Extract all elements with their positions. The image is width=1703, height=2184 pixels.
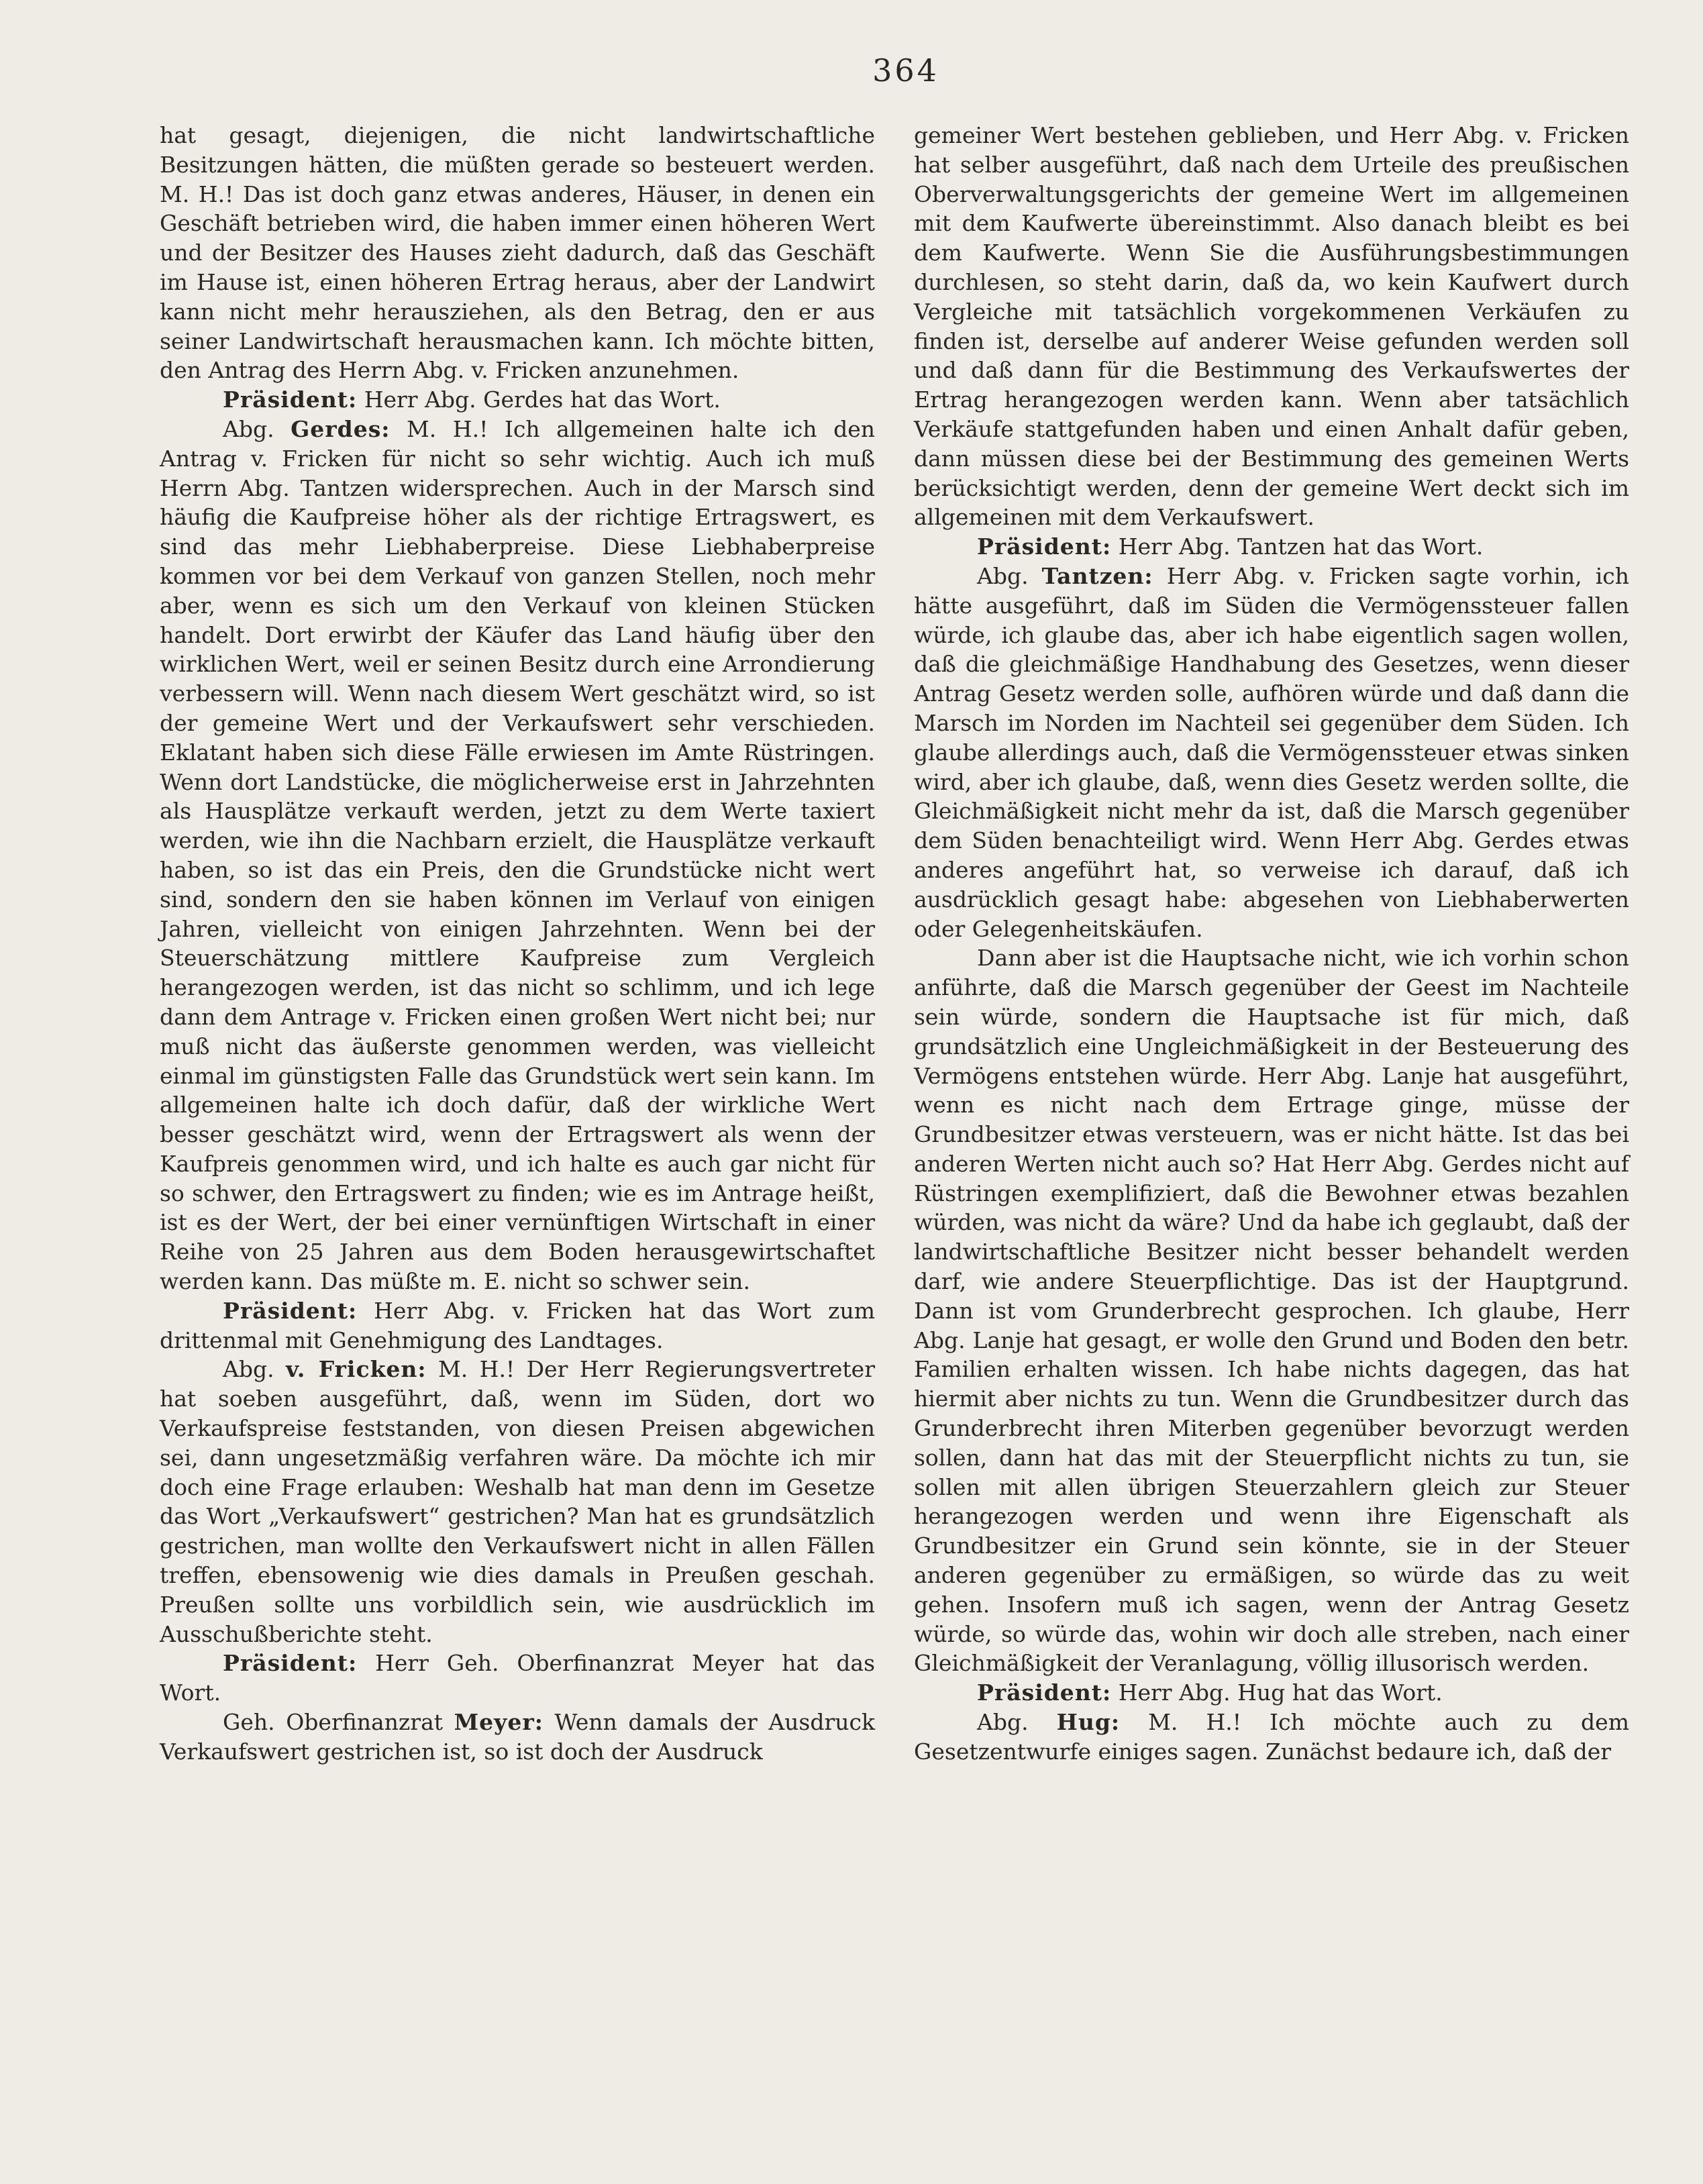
speech-text: Herr Abg. Tantzen hat das Wort.: [1118, 533, 1484, 560]
speaker-name: Präsident:: [223, 1297, 358, 1324]
paragraph: [914, 121, 1629, 532]
speaker-name: Präsident:: [977, 1679, 1112, 1706]
speaker-name: Präsident:: [223, 1650, 358, 1677]
speaker-prefix: Abg.: [223, 415, 274, 442]
speaker-name: Hug:: [1056, 1709, 1121, 1736]
speaker-prefix: Abg.: [977, 1709, 1029, 1736]
speaker-name: Tantzen:: [1041, 562, 1153, 589]
speech-text: Herr Geh. Oberfinanzrat Meyer hat das Wort.: [160, 1650, 875, 1706]
speech-paragraph: [160, 1649, 875, 1708]
speaker-prefix: Geh. Oberfinanzrat: [223, 1709, 444, 1736]
speech-text: M. H.! Ich möchte auch zu dem Gesetzentwurfe einiges sagen. Zunächst bedaure ich, daß der: [914, 1709, 1629, 1765]
speech-paragraph: [914, 1708, 1629, 1767]
speech-paragraph: [160, 415, 875, 1296]
speaker-name: v. Fricken:: [285, 1356, 427, 1383]
page-number: 364: [872, 52, 939, 89]
right-column: [914, 121, 1629, 1767]
speech-paragraph: [914, 532, 1629, 562]
paragraph-text: hat gesagt, diejenigen, die nicht landwirtschaftliche Besitzungen hätten, die müßten gerade so besteuert werden. M. H.! Das ist doch ganz etwas anderes, Häuser, in denen ein Geschäft betrieben wird, die haben immer einen höheren Wert und der Besitzer des Hauses zieht dadurch, daß das Geschäft im Hause ist, einen höheren Ertrag heraus, aber der Landwirt kann nicht mehr herausziehen, als den Betrag, den er aus seiner Landwirtschaft herausmachen kann. Ich möchte bitten, den Antrag des Herrn Abg. v. Fricken anzunehmen.: [160, 122, 875, 384]
paragraph-text: gemeiner Wert bestehen geblieben, und Herr Abg. v. Fricken hat selber ausgeführt, daß nach dem Urteile des preußischen Oberverwaltungsgerichts der gemeine Wert im allgemeinen mit dem Kaufwerte übereinstimmt. Also danach bleibt es bei dem Kaufwerte. Wenn Sie die Ausführungsbestimmungen durchlesen, so steht darin, daß da, wo kein Kaufwert durch Vergleiche mit tatsächlich vorgekommenen Verkäufen zu finden ist, derselbe auf anderer Weise gefunden werden soll und daß dann für die Bestimmung des Verkaufswertes der Ertrag herangezogen werden kann. Wenn aber tatsächlich Verkäufe stattgefunden haben und einen Anhalt dafür geben, dann müssen diese bei der Bestimmung des gemeinen Werts berücksichtigt werden, denn der gemeine Wert deckt sich im allgemeinen mit dem Verkaufswert.: [914, 122, 1629, 531]
speech-text: Herr Abg. Gerdes hat das Wort.: [364, 386, 721, 413]
speech-text: Herr Abg. v. Fricken sagte vorhin, ich hätte ausgeführt, daß im Süden die Vermögenssteuer fallen würde, ich glaube das, aber ich habe eigentlich sagen wollen, daß die gleichmäßige Handhabung des Gesetzes, wenn dieser Antrag Gesetz werden solle, aufhören würde und daß dann die Marsch im Norden im Nachteil sei gegenüber dem Süden. Ich glaube allerdings auch, daß die Vermögenssteuer etwas sinken wird, aber ich glaube, daß, wenn dies Gesetz werden sollte, die Gleichmäßigkeit nicht mehr da ist, daß die Marsch gegenüber dem Süden benachteiligt wird. Wenn Herr Abg. Gerdes etwas anderes angeführt hat, so verweise ich darauf, daß ich ausdrücklich gesagt habe: abgesehen von Liebhaberwerten oder Gelegenheitskäufen.: [914, 562, 1629, 942]
paragraph: [914, 943, 1629, 1678]
speech-text: Herr Abg. v. Fricken hat das Wort zum drittenmal mit Genehmigung des Landtages.: [160, 1297, 875, 1353]
speaker-prefix: Abg.: [977, 562, 1029, 589]
speech-text: M. H.! Ich allgemeinen halte ich den Antrag v. Fricken für nicht so sehr wichtig. Auch ich muß Herrn Abg. Tantzen widersprechen. Auch in der Marsch sind häufig die Kaufpreise höher als der richtige Ertragswert, es sind das mehr Liebhaberpreise. Diese Liebhaberpreise kommen vor bei dem Verkauf von ganzen Stellen, noch mehr aber, wenn es sich um den Verkauf von kleinen Stücken handelt. Dort erwirbt der Käufer das Land häufig über den wirklichen Wert, weil er seinen Besitz durch eine Arrondierung verbessern will. Wenn nach diesem Wert geschätzt wird, so ist der gemeine Wert und der Verkaufswert sehr verschieden. Eklatant haben sich diese Fälle erwiesen im Amte Rüstringen. Wenn dort Landstücke, die möglicherweise erst in Jahrzehnten als Hausplätze verkauft werden, jetzt zu dem Werte taxiert werden, wie ihn die Nachbarn erzielt, die Hausplätze verkauft haben, so ist das ein Preis, den die Grundstücke nicht wert sind, sondern den sie haben können im Verlauf von einigen Jahren, vielleicht von einigen Jahrzehnten. Wenn bei der Steuerschätzung mittlere Kaufpreise zum Vergleich herangezogen werden, ist das nicht so schlimm, und ich lege dann dem Antrage v. Fricken einen großen Wert nicht bei; nur muß nicht das äußerste genommen werden, was vielleicht einmal im günstigsten Falle das Grundstück wert sein kann. Im allgemeinen halte ich doch dafür, daß der wirkliche Wert besser geschätzt wird, wenn der Ertragswert als wenn der Kaufpreis genommen wird, und ich halte es auch gar nicht für so schwer, den Ertragswert zu finden; wie es im Antrage heißt, ist es der Wert, der bei einer vernünftigen Wirtschaft in einer Reihe von 25 Jahren aus dem Boden herausgewirtschaftet werden kann. Das müßte m. E. nicht so schwer sein.: [160, 415, 875, 1295]
speech-text: Herr Abg. Hug hat das Wort.: [1118, 1679, 1443, 1706]
left-column: [160, 121, 875, 1767]
speaker-name: Präsident:: [977, 533, 1112, 560]
speech-text: Wenn damals der Ausdruck Verkaufswert gestrichen ist, so ist doch der Ausdruck: [160, 1709, 875, 1765]
speech-paragraph: [160, 1708, 875, 1767]
speaker-name: Meyer:: [454, 1709, 544, 1736]
speech-paragraph: [160, 385, 875, 415]
paragraph: [160, 121, 875, 385]
speech-paragraph: [914, 1678, 1629, 1708]
speaker-name: Gerdes:: [291, 415, 391, 442]
paragraph-text: Dann aber ist die Hauptsache nicht, wie ich vorhin schon anführte, daß die Marsch gegenüber der Geest im Nachteile sein würde, sondern die Hauptsache ist für mich, daß grundsätzlich eine Ungleichmäßigkeit in der Besteuerung des Vermögens entstehen würde. Herr Abg. Lanje hat ausgeführt, wenn es nicht nach dem Ertrage ginge, müsse der Grundbesitzer etwas versteuern, was er nicht hätte. Ist das bei anderen Werten nicht auch so? Hat Herr Abg. Gerdes nicht auf Rüstringen exemplifiziert, daß die Bewohner etwas bezahlen würden, was nicht da wäre? Und da habe ich geglaubt, daß der landwirtschaftliche Besitzer nicht besser behandelt werden darf, wie andere Steuerpflichtige. Das ist der Hauptgrund. Dann ist vom Grunderbrecht gesprochen. Ich glaube, Herr Abg. Lanje hat gesagt, er wolle den Grund und Boden den betr. Familien erhalten wissen. Ich habe nichts dagegen, das hat hiermit aber nichts zu tun. Wenn die Grundbesitzer durch das Grunderbrecht ihren Miterben gegenüber bevorzugt werden sollen, dann hat das mit der Steuerpflicht nichts zu tun, sie sollen mit allen übrigen Steuerzahlern gleich zur Steuer herangezogen werden und wenn ihre Eigenschaft als Grundbesitzer ein Grund sein könnte, sie in der Steuer anderen gegenüber zu ermäßigen, so würde das zu weit gehen. Insofern muß ich sagen, wenn der Antrag Gesetz würde, so würde das, wohin wir doch alle streben, nach einer Gleichmäßigkeit der Veranlagung, völlig illusorisch werden.: [914, 945, 1629, 1677]
speech-paragraph: [914, 562, 1629, 943]
speech-paragraph: [160, 1296, 875, 1355]
speaker-prefix: Abg.: [223, 1356, 274, 1383]
speech-paragraph: [160, 1355, 875, 1649]
speech-text: M. H.! Der Herr Regierungsvertreter hat soeben ausgeführt, daß, wenn im Süden, dort wo Verkaufspreise feststanden, von diesen Preisen abgewichen sei, dann ungesetzmäßig verfahren wäre. Da möchte ich mir doch eine Frage erlauben: Weshalb hat man denn im Gesetze das Wort „Verkaufswert“ gestrichen? Man hat es grundsätzlich gestrichen, man wollte den Verkaufswert nicht in allen Fällen treffen, ebensowenig wie dies damals in Preußen geschah. Preußen sollte uns vorbildlich sein, wie ausdrücklich im Ausschußberichte steht.: [160, 1356, 875, 1647]
speaker-name: Präsident:: [223, 386, 358, 413]
